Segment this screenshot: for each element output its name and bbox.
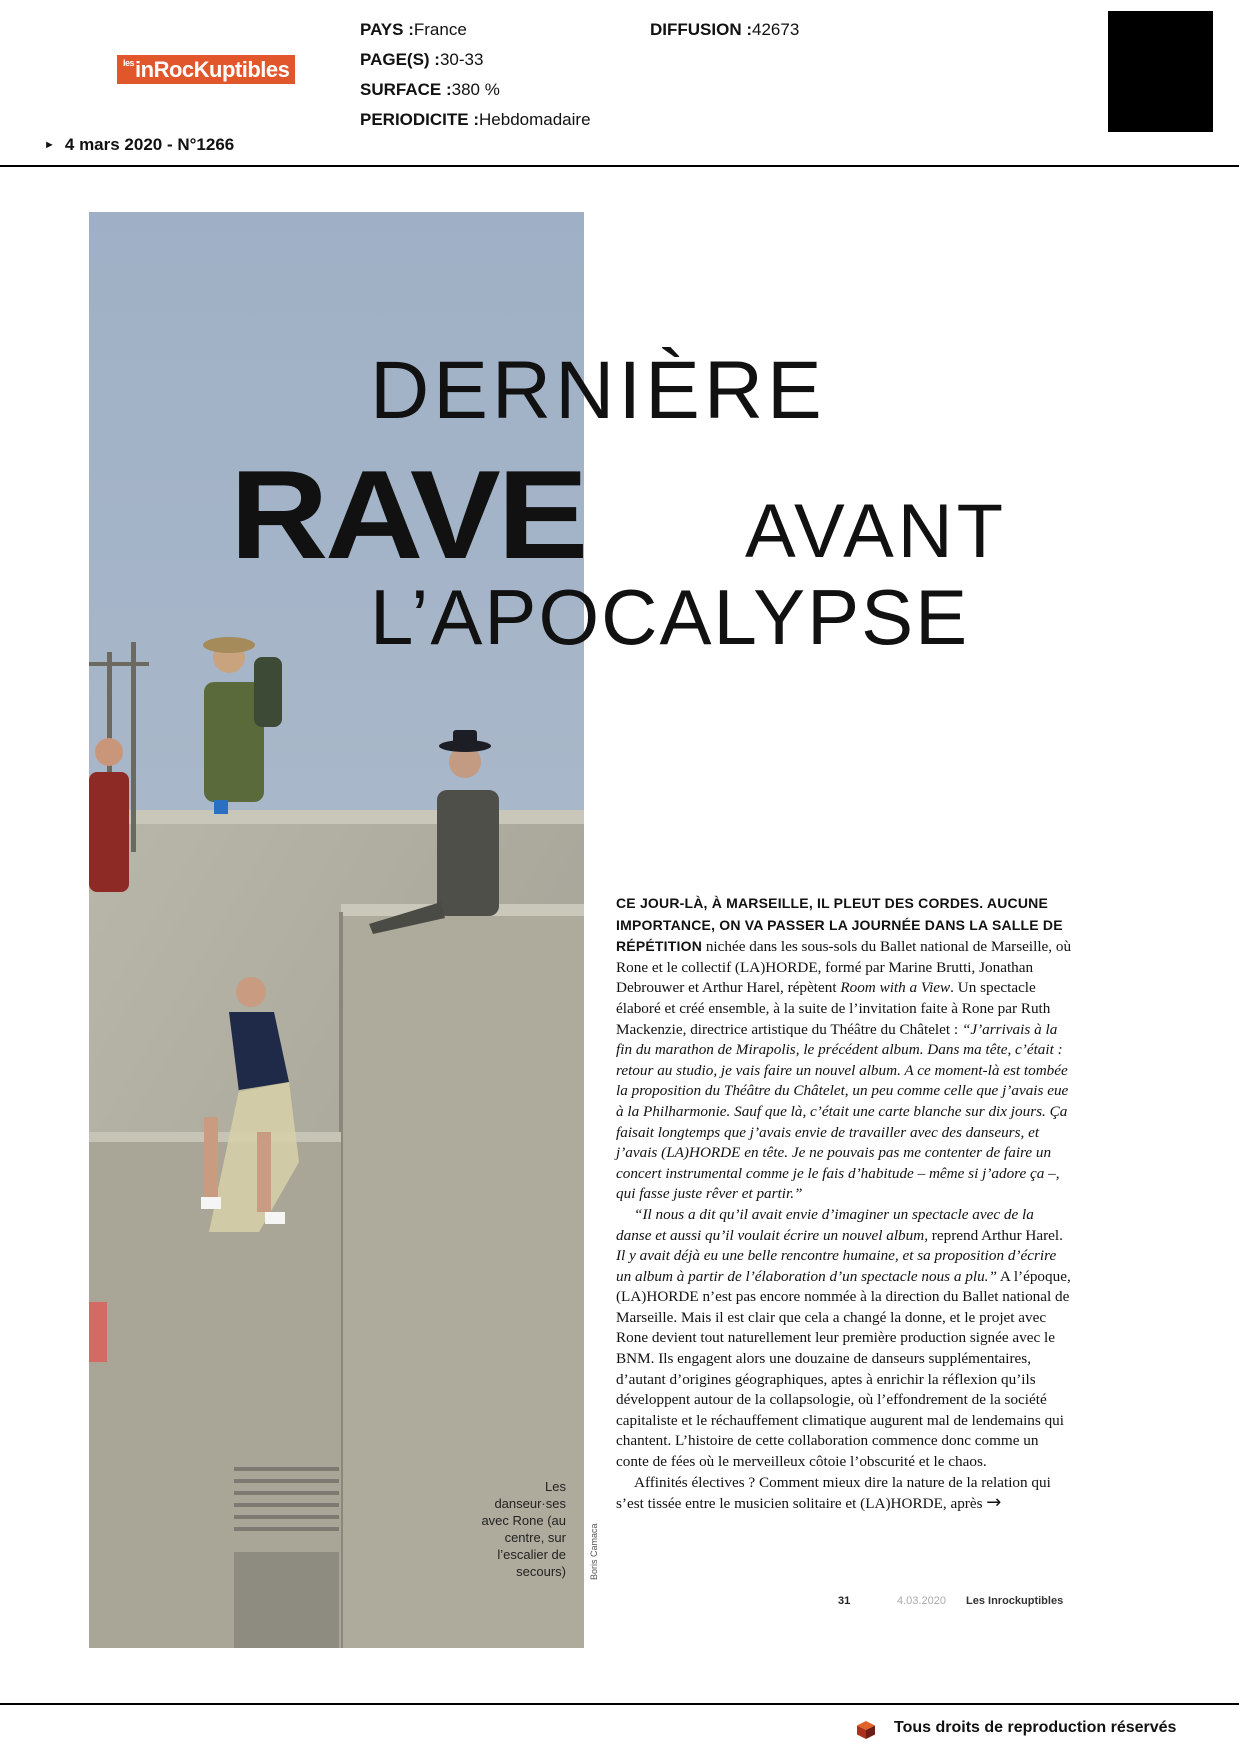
meta-surface-value: 380 % [451, 80, 500, 99]
headline-line-3: AVANT [745, 489, 1008, 574]
photo-caption: Les danseur·ses avec Rone (au centre, sur l’escalier de secours) [481, 1479, 566, 1579]
article-body [616, 893, 1072, 1515]
p1-quote: “J’arrivais à la fin du marathon de Mirapolis, le précédent album. Dans ma tête, c’était : retour au studio, je vais faire un nouvel album. A ce moment-là est tombée la proposition du Théâtre du Châtelet, un peu comme celle que j’avais eue à la Philharmonie. Sauf que là, c’était une carte blanche sur dix jours. Ça faisait longtemps que j’avais envie de travailler avec des danseurs, et j’avais (LA)HORDE en tête. Je ne pouvais pas me contenter de faire un concert instrumental comme je le fais d’habitude – même si j’adore ça –, qui fasse juste rêver et partir.” [616, 1020, 1069, 1203]
meta-periodicite-label: PERIODICITE : [360, 110, 480, 129]
redacted-block [1108, 11, 1213, 132]
photo-credit: Boris Camaca [589, 1523, 599, 1580]
p2-text-b: A l’époque, (LA)HORDE n’est pas encore nommée à la direction du Ballet national de Marseille. Mais il est clair que cela a changé la donne, et le projet avec Rone devient tout naturellement leur première production signée avec le BNM. Ils engagent alors une douzaine de danseurs supplémentaires, d’autant d’origines géographiques, aptes à enrichir la réflexion qu’ils développent autour de la collapsologie, où l’effondrement de la société capitaliste et le réchauffement climatique augurent mal de lendemains qui chantent. L’histoire de cette collaboration commence donc comme un conte de fées où le merveilleux côtoie l’obscurité et le chaos. [616, 1267, 1071, 1471]
headline-line-2: RAVE [230, 444, 586, 585]
publication-logo [117, 55, 295, 84]
meta-surface-label: SURFACE : [360, 80, 452, 99]
meta-pages [360, 50, 483, 70]
meta-pages-value: 30-33 [439, 50, 484, 69]
meta-periodicite-value: Hebdomadaire [479, 110, 591, 129]
header-divider [0, 165, 1239, 167]
folio-page-number: 31 [838, 1595, 851, 1607]
logo-name: inRocKuptibles [135, 57, 290, 82]
meta-diffusion-label: DIFFUSION : [650, 20, 752, 39]
footer-divider [0, 1703, 1239, 1705]
meta-pages-label: PAGE(S) : [360, 50, 440, 69]
article-paragraph-2 [616, 1205, 1072, 1473]
article-lead: CE JOUR-LÀ, À MARSEILLE, IL PLEUT DES CORDES. AUCUNE IMPORTANCE, ON VA PASSER LA JOURNÉE DANS LA SALLE DE RÉPÉTITION [616, 895, 1063, 955]
p2-quote-1: “Il nous a dit qu’il avait envie d’imaginer un spectacle avec de la danse et aussi qu’il voulait écrire un nouvel album, [616, 1205, 1034, 1244]
p1-text-b: . Un spectacle élaboré et créé ensemble, à la suite de l’invitation faite à Rone par Ruth Mackenzie, directrice artistique du Théâtre du Châtelet : [616, 979, 1051, 1038]
headline-line-4: L’APOCALYPSE [370, 573, 970, 661]
meta-pays-value: France [413, 20, 467, 39]
issue-date-text: 4 mars 2020 - N°1266 [64, 135, 235, 154]
logo-prefix: les [123, 58, 135, 68]
triangle-icon: ► [44, 139, 55, 151]
meta-pays [360, 20, 467, 40]
meta-diffusion [650, 20, 799, 40]
p2-text-a: reprend Arthur Harel. [928, 1226, 1063, 1244]
headline-line-1: DERNIÈRE [370, 345, 826, 436]
folio-date: 4.03.2020 [897, 1595, 946, 1607]
meta-periodicite [360, 110, 591, 130]
p1-text-a: nichée dans les sous-sols du Ballet national de Marseille, où Rone et le collectif (LA)HORDE, formé par Marine Brutti, Jonathan Debrouwer et Arthur Harel, répètent [616, 938, 1072, 997]
meta-surface [360, 80, 500, 100]
meta-pays-label: PAYS : [360, 20, 414, 39]
p3-text: Affinités électives ? Comment mieux dire la nature de la relation qui s’est tissée entre le musicien solitaire et (LA)HORDE, après [616, 1473, 1051, 1513]
rights-notice: Tous droits de reproduction réservés [894, 1719, 1177, 1736]
p2-quote-2: Il y avait déjà eu une belle rencontre humaine, et sa proposition d’écrire un album à partir de l’élaboration d’un spectacle nous a plu.” [616, 1247, 1057, 1285]
cube-icon [856, 1720, 876, 1740]
article-paragraph-1 [616, 893, 1072, 1205]
folio-publication: Les Inrockuptibles [966, 1595, 1064, 1607]
article-paragraph-3 [616, 1473, 1072, 1515]
meta-diffusion-value: 42673 [752, 20, 800, 39]
continue-arrow-icon: → [986, 1492, 1002, 1514]
issue-date [44, 135, 234, 155]
p1-show-title: Room with a View [840, 979, 951, 997]
